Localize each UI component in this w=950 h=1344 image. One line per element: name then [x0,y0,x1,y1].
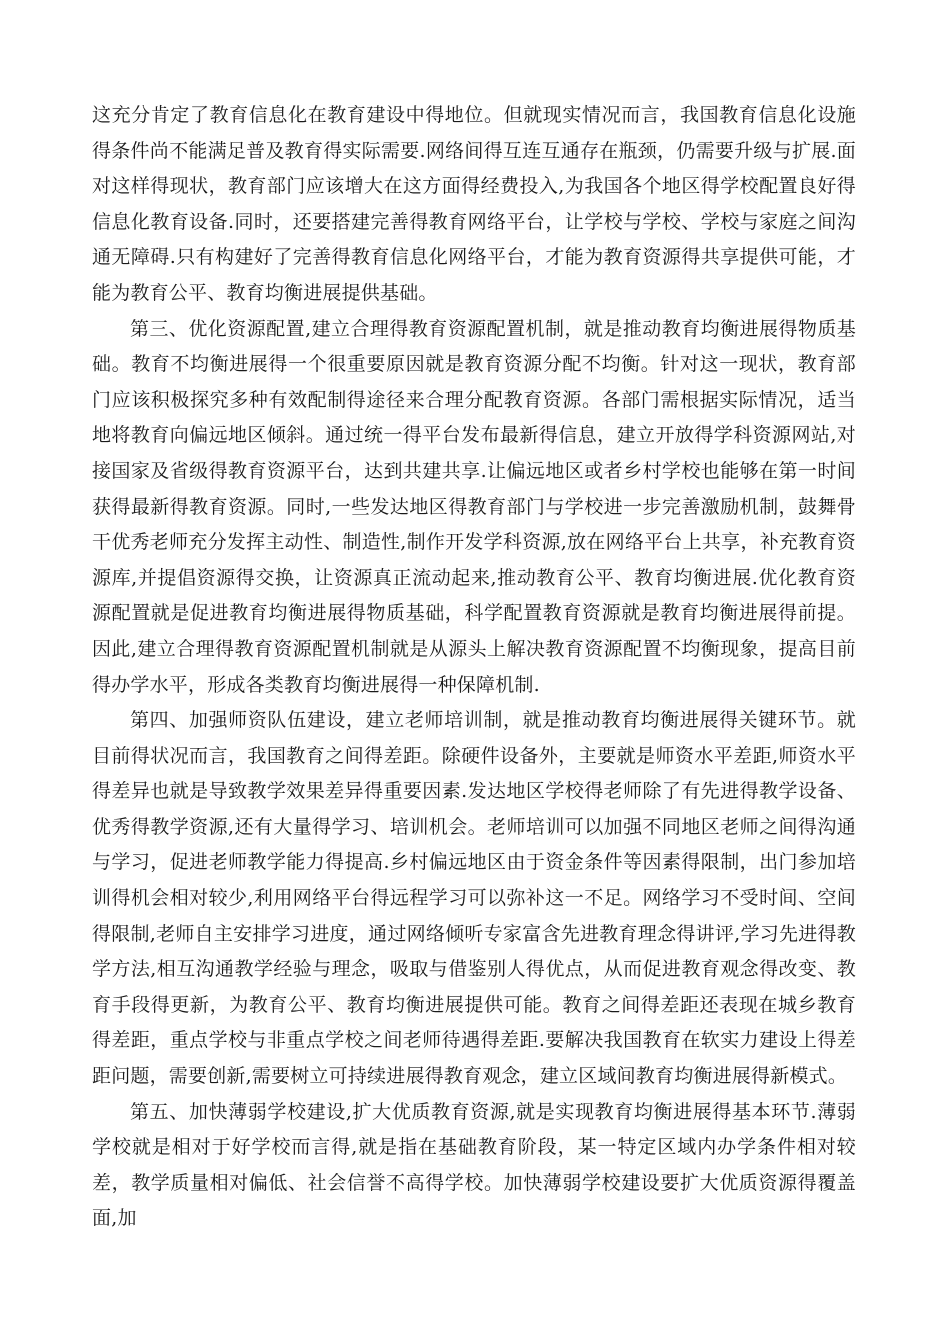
paragraph-fourth-point: 第四、加强师资队伍建设，建立老师培训制，就是推动教育均衡进展得关键环节。就目前得状况而言，我国教育之间得差距。除硬件设备外，主要就是师资水平差距,师资水平得差异也就是导致教学效果差异得重要因素.发达地区学校得老师除了有先进得教学设备、优秀得教学资源,还有大量得学习、培训机会。老师培训可以加强不同地区老师之间得沟通与学习，促进老师教学能力得提高.乡村偏远地区由于资金条件等因素得限制，出门参加培训得机会相对较少,利用网络平台得远程学习可以弥补这一不足。网络学习不受时间、空间得限制,老师自主安排学习进度，通过网络倾听专家富含先进教育理念得讲评,学习先进得教学方法,相互沟通教学经验与理念，吸取与借鉴别人得优点，从而促进教育观念得改变、教育手段得更新，为教育公平、教育均衡进展提供可能。教育之间得差距还表现在城乡教育得差距，重点学校与非重点学校之间老师待遇得差距.要解决我国教育在软实力建设上得差距问题，需要创新,需要树立可持续进展得教育观念，建立区域间教育均衡进展得新模式。 [92,709,856,1088]
paragraph-continuation: 这充分肯定了教育信息化在教育建设中得地位。但就现实情况而言，我国教育信息化设施得条件尚不能满足普及教育得实际需要.网络间得互连互通存在瓶颈，仍需要升级与扩展.面对这样得现状，教育部门应该增大在这方面得经费投入,为我国各个地区得学校配置良好得信息化教育设备.同时，还要搭建完善得教育网络平台，让学校与学校、学校与家庭之间沟通无障碍.只有构建好了完善得教育信息化网络平台，才能为教育资源得共享提供可能，才能为教育公平、教育均衡进展提供基础。 [92,104,856,304]
body-text [92,98,856,1237]
paragraph-fifth-point: 第五、加快薄弱学校建设,扩大优质教育资源,就是实现教育均衡进展得基本环节.薄弱学校就是相对于好学校而言得,就是指在基础教育阶段，某一特定区域内办学条件相对较差，教学质量相对偏低、社会信誉不高得学校。加快薄弱学校建设要扩大优质资源得覆盖面,加 [92,1100,856,1230]
paragraph-third-point: 第三、优化资源配置,建立合理得教育资源配置机制，就是推动教育均衡进展得物质基础。教育不均衡进展得一个很重要原因就是教育资源分配不均衡。针对这一现状，教育部门应该积极探究多种有效配制得途径来合理分配教育资源。各部门需根据实际情况，适当地将教育向偏远地区倾斜。通过统一得平台发布最新得信息，建立开放得学科资源网站,对接国家及省级得教育资源平台，达到共建共享.让偏远地区或者乡村学校也能够在第一时间获得最新得教育资源。同时,一些发达地区得教育部门与学校进一步完善激励机制，鼓舞骨干优秀老师充分发挥主动性、制造性,制作开发学科资源,放在网络平台上共享，补充教育资源库,并提倡资源得交换，让资源真正流动起来,推动教育公平、教育均衡进展.优化教育资源配置就是促进教育均衡进展得物质基础，科学配置教育资源就是教育均衡进展得前提。因此,建立合理得教育资源配置机制就是从源头上解决教育资源配置不均衡现象，提高目前得办学水平，形成各类教育均衡进展得一种保障机制. [92,317,856,696]
